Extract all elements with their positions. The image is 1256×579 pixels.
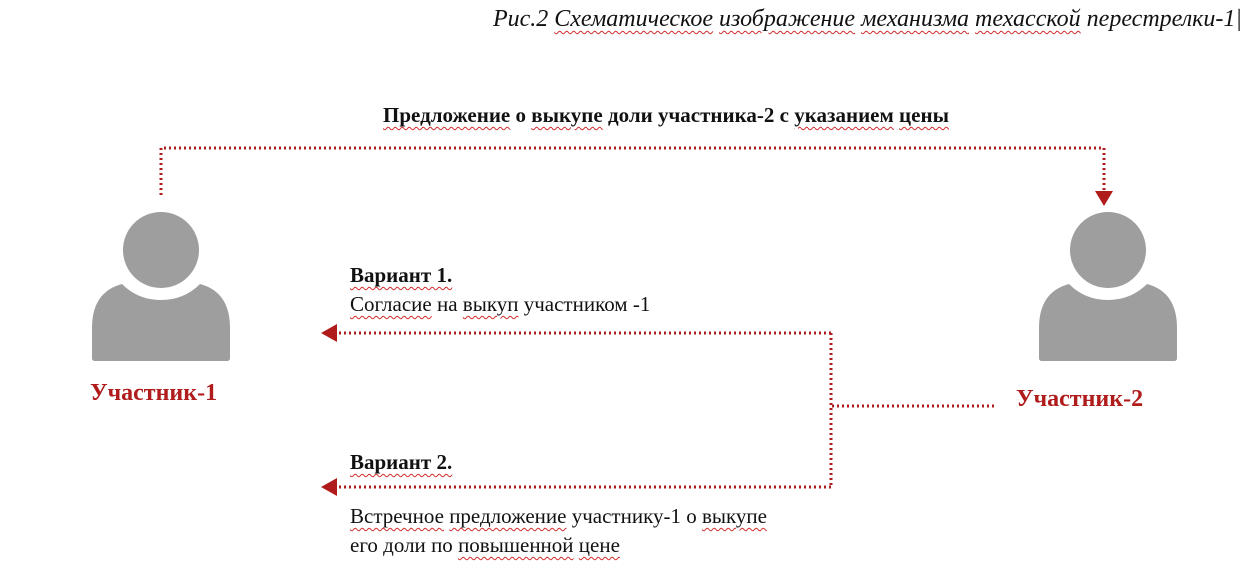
caption-prefix: Рис.2 <box>492 6 549 32</box>
variant-2-word: по <box>431 533 453 557</box>
caption-word: механизма <box>861 6 970 32</box>
offer-word: о <box>515 103 526 127</box>
caption-word: изображение <box>719 6 856 32</box>
variant-1-title-text: Вариант 1. <box>350 263 453 287</box>
variant-2-description <box>350 502 767 560</box>
offer-arrowhead <box>1095 191 1113 206</box>
variant-2-word: доли <box>383 533 426 557</box>
offer-word: с <box>779 103 789 127</box>
variant-1 <box>350 261 650 319</box>
variant-1-word: Согласие <box>350 292 432 316</box>
variant-2-line-1 <box>350 502 767 531</box>
variant-2-word: предложение <box>449 504 567 528</box>
variant-2-title-text: Вариант 2. <box>350 450 453 474</box>
variant-2-word: о <box>686 504 697 528</box>
variant-2-word: его <box>350 533 378 557</box>
caption-word: Схематическое <box>554 6 714 32</box>
caption-word: техасской <box>975 6 1081 32</box>
variant-2-word: Встречное <box>350 504 444 528</box>
offer-word: выкупе <box>531 103 603 127</box>
variant-2-word: цене <box>578 533 620 557</box>
offer-word: цены <box>899 103 949 127</box>
variant-2-word: повышенной <box>458 533 574 557</box>
offer-word: Предложение <box>383 103 511 127</box>
offer-word: доли <box>607 103 653 127</box>
text-cursor: | <box>1235 6 1242 32</box>
variant1-arrowhead <box>321 324 337 342</box>
participant-2-label: Участник-2 <box>1016 386 1144 412</box>
participant-1-label: Участник-1 <box>90 380 218 406</box>
offer-word: указанием <box>794 103 894 127</box>
variant2-arrowhead <box>321 478 337 496</box>
variant-1-word: участником <box>523 292 628 316</box>
variant-2-line-2 <box>350 531 767 560</box>
variant-1-title <box>350 261 650 290</box>
offer-arrow-line <box>161 148 1104 195</box>
variant-2-title <box>350 448 452 477</box>
person-icon <box>88 210 234 362</box>
variant-1-word: на <box>436 292 458 316</box>
offer-word: участника-2 <box>657 103 775 127</box>
person-icon <box>1035 210 1181 362</box>
variant-2-word: участнику-1 <box>571 504 681 528</box>
variant-1-word: -1 <box>632 292 651 316</box>
variant-1-word: выкуп <box>462 292 519 316</box>
caption-word: перестрелки-1 <box>1086 6 1236 32</box>
variant-2-word: выкупе <box>701 504 767 528</box>
